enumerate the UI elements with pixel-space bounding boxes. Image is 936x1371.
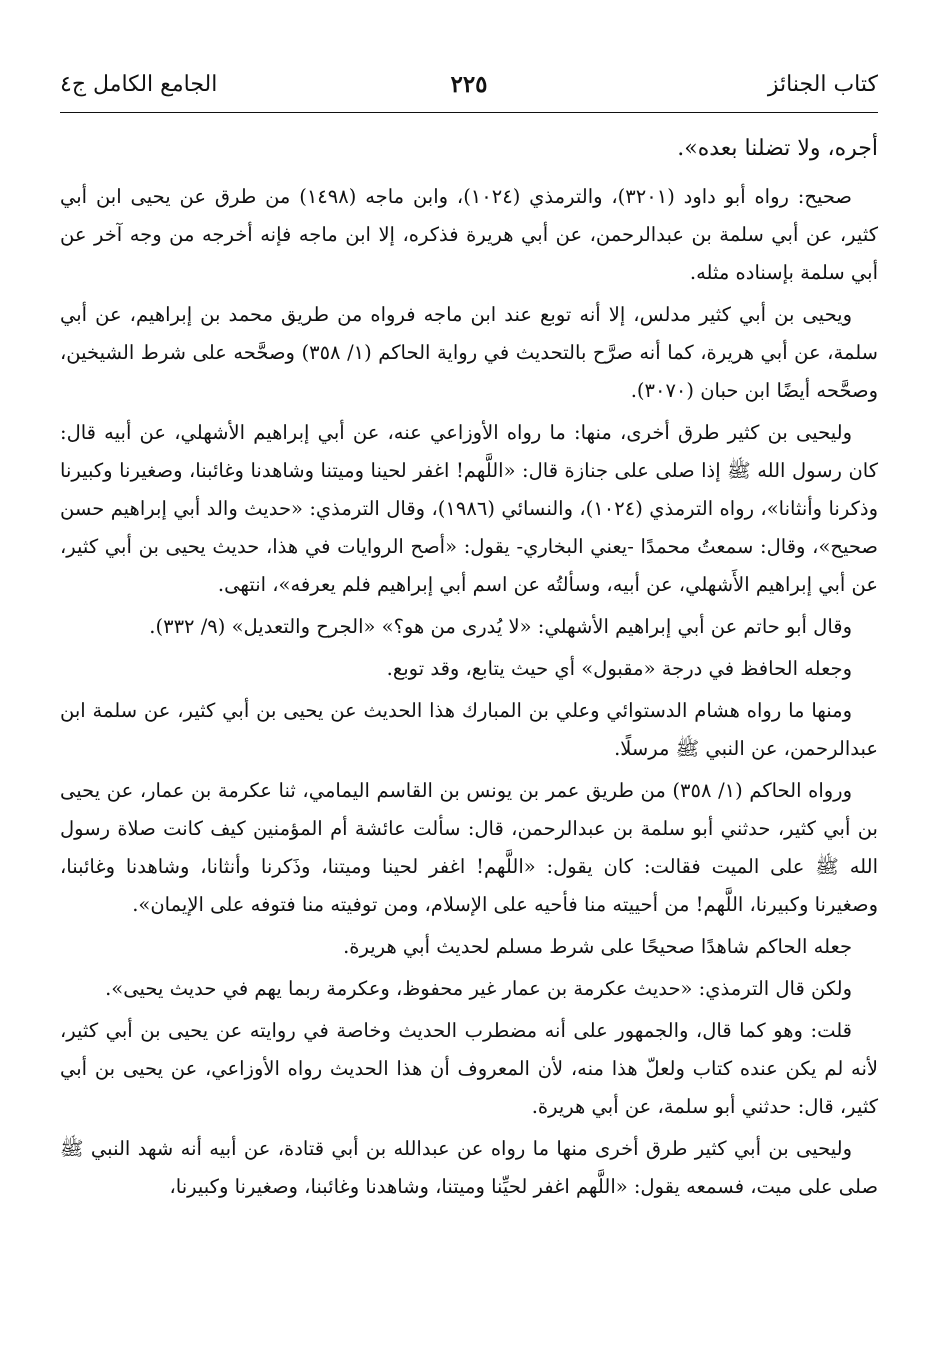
paragraph-author-comment: قلت: وهو كما قال، والجمهور على أنه مضطرب الحديث وخاصة في روايته عن يحيى بن أبي كثير، لأنه لم يكن عنده كتاب ولعلّ هذا منه، لأن المعروف أن هذا الحديث رواه الأوزاعي، عن يحيى بن أبي كثير، قال: حدثني أبو سلمة، عن أبي هريرة. (60, 1019, 878, 1118)
paragraph-qatada-route: وليحيى بن أبي كثير طرق أخرى منها ما رواه عن عبدالله بن أبي قتادة، عن أبيه أنه شهد النبي ﷺ صلى على ميت، فسمعه يقول: «اللَّهم اغفر لحيِّنا وميتنا، وشاهدنا وغائبنا، وصغيرنا وكبيرنا، (60, 1137, 878, 1198)
paragraph-mursal-route: ومنها ما رواه هشام الدستوائي وعلي بن المبارك هذا الحديث عن يحيى بن أبي كثير، عن سلمة ابن عبدالرحمن، عن النبي ﷺ مرسلًا. (60, 699, 878, 760)
header-rule (60, 112, 878, 113)
paragraph-takhrij: صحيح: رواه أبو داود (٣٢٠١)، والترمذي (١٠٢٤)، وابن ماجه (١٤٩٨) من طرق عن يحيى ابن أبي كثير، عن أبي سلمة بن عبدالرحمن، عن أبي هريرة فذكره، إلا ابن ماجه فإنه أخرجه من وجه آخر عن أبي سلمة بإسناده مثله. (60, 185, 878, 284)
paragraph-hadith-end: أجره، ولا تضلنا بعده». (677, 136, 878, 161)
page-number: ٢٢٥ (450, 70, 488, 98)
paragraph-tirmidhi-note: ولكن قال الترمذي: «حديث عكرمة بن عمار غير محفوظ، وعكرمة ربما يهم في حديث يحيى». (105, 977, 852, 1000)
paragraph-hakim-route: ورواه الحاكم (١/ ٣٥٨) من طريق عمر بن يونس بن القاسم اليمامي، ثنا عكرمة بن عمار، عن يحيى بن أبي كثير، حدثني أبو سلمة بن عبدالرحمن، قال: سألت عائشة أم المؤمنين كيف كانت صلاة رسول الله ﷺ على الميت فقالت: كان يقول: «اللَّهم! اغفر لحينا وميتنا، وذَكرنا وأنثانا، وشاهدنا وغائبنا، وصغيرنا وكبيرنا، اللَّهم! من أحييته منا فأحيه على الإسلام، ومن توفيته منا فتوفه على الإيمان». (60, 779, 878, 916)
paragraph-abu-hatim: وقال أبو حاتم عن أبي إبراهيم الأشهلي: «لا يُدرى من هو؟» «الجرح والتعديل» (٩/ ٣٣٢). (149, 615, 852, 638)
paragraph-mudallis: ويحيى بن أبي كثير مدلس، إلا أنه توبع عند ابن ماجه فرواه من طريق محمد بن إبراهيم، عن أبي سلمة، عن أبي هريرة، كما أنه صرَّح بالتحديث في رواية الحاكم (١/ ٣٥٨) وصحَّحه على شرط الشيخين، وصحَّحه أيضًا ابن حبان (٣٠٧٠). (60, 303, 878, 402)
chapter-title: كتاب الجنائز (767, 71, 878, 97)
book-title: الجامع الكامل ج٤ (60, 71, 218, 97)
paragraph-hafiz-grade: وجعله الحافظ في درجة «مقبول» أي حيث يتابع، وقد توبع. (386, 657, 852, 680)
paragraph-hakim-witness: جعله الحاكم شاهدًا صحيحًا على شرط مسلم لحديث أبي هريرة. (343, 935, 852, 958)
page-header (60, 62, 878, 106)
page-body (60, 128, 878, 1210)
paragraph-awzai-route: وليحيى بن كثير طرق أخرى، منها: ما رواه الأوزاعي عنه، عن أبي إبراهيم الأشهلي، عن أبيه قال: كان رسول الله ﷺ إذا صلى على جنازة قال: «اللَّهم! اغفر لحينا وميتنا وشاهدنا وغائبنا، وصغيرنا وكبيرنا وذكرنا وأنثانا»، رواه الترمذي (١٠٢٤)، والنسائي (١٩٨٦)، وقال الترمذي: «حديث والد أبي إبراهيم حسن صحيح»، وقال: سمعتُ محمدًا -يعني البخاري- يقول: «أصح الروايات في هذا، حديث يحيى بن أبي كثير، عن أبي إبراهيم الأَشهلي، عن أبيه، وسألتُه عن اسم أبي إبراهيم فلم يعرفه»، انتهى. (60, 421, 878, 596)
